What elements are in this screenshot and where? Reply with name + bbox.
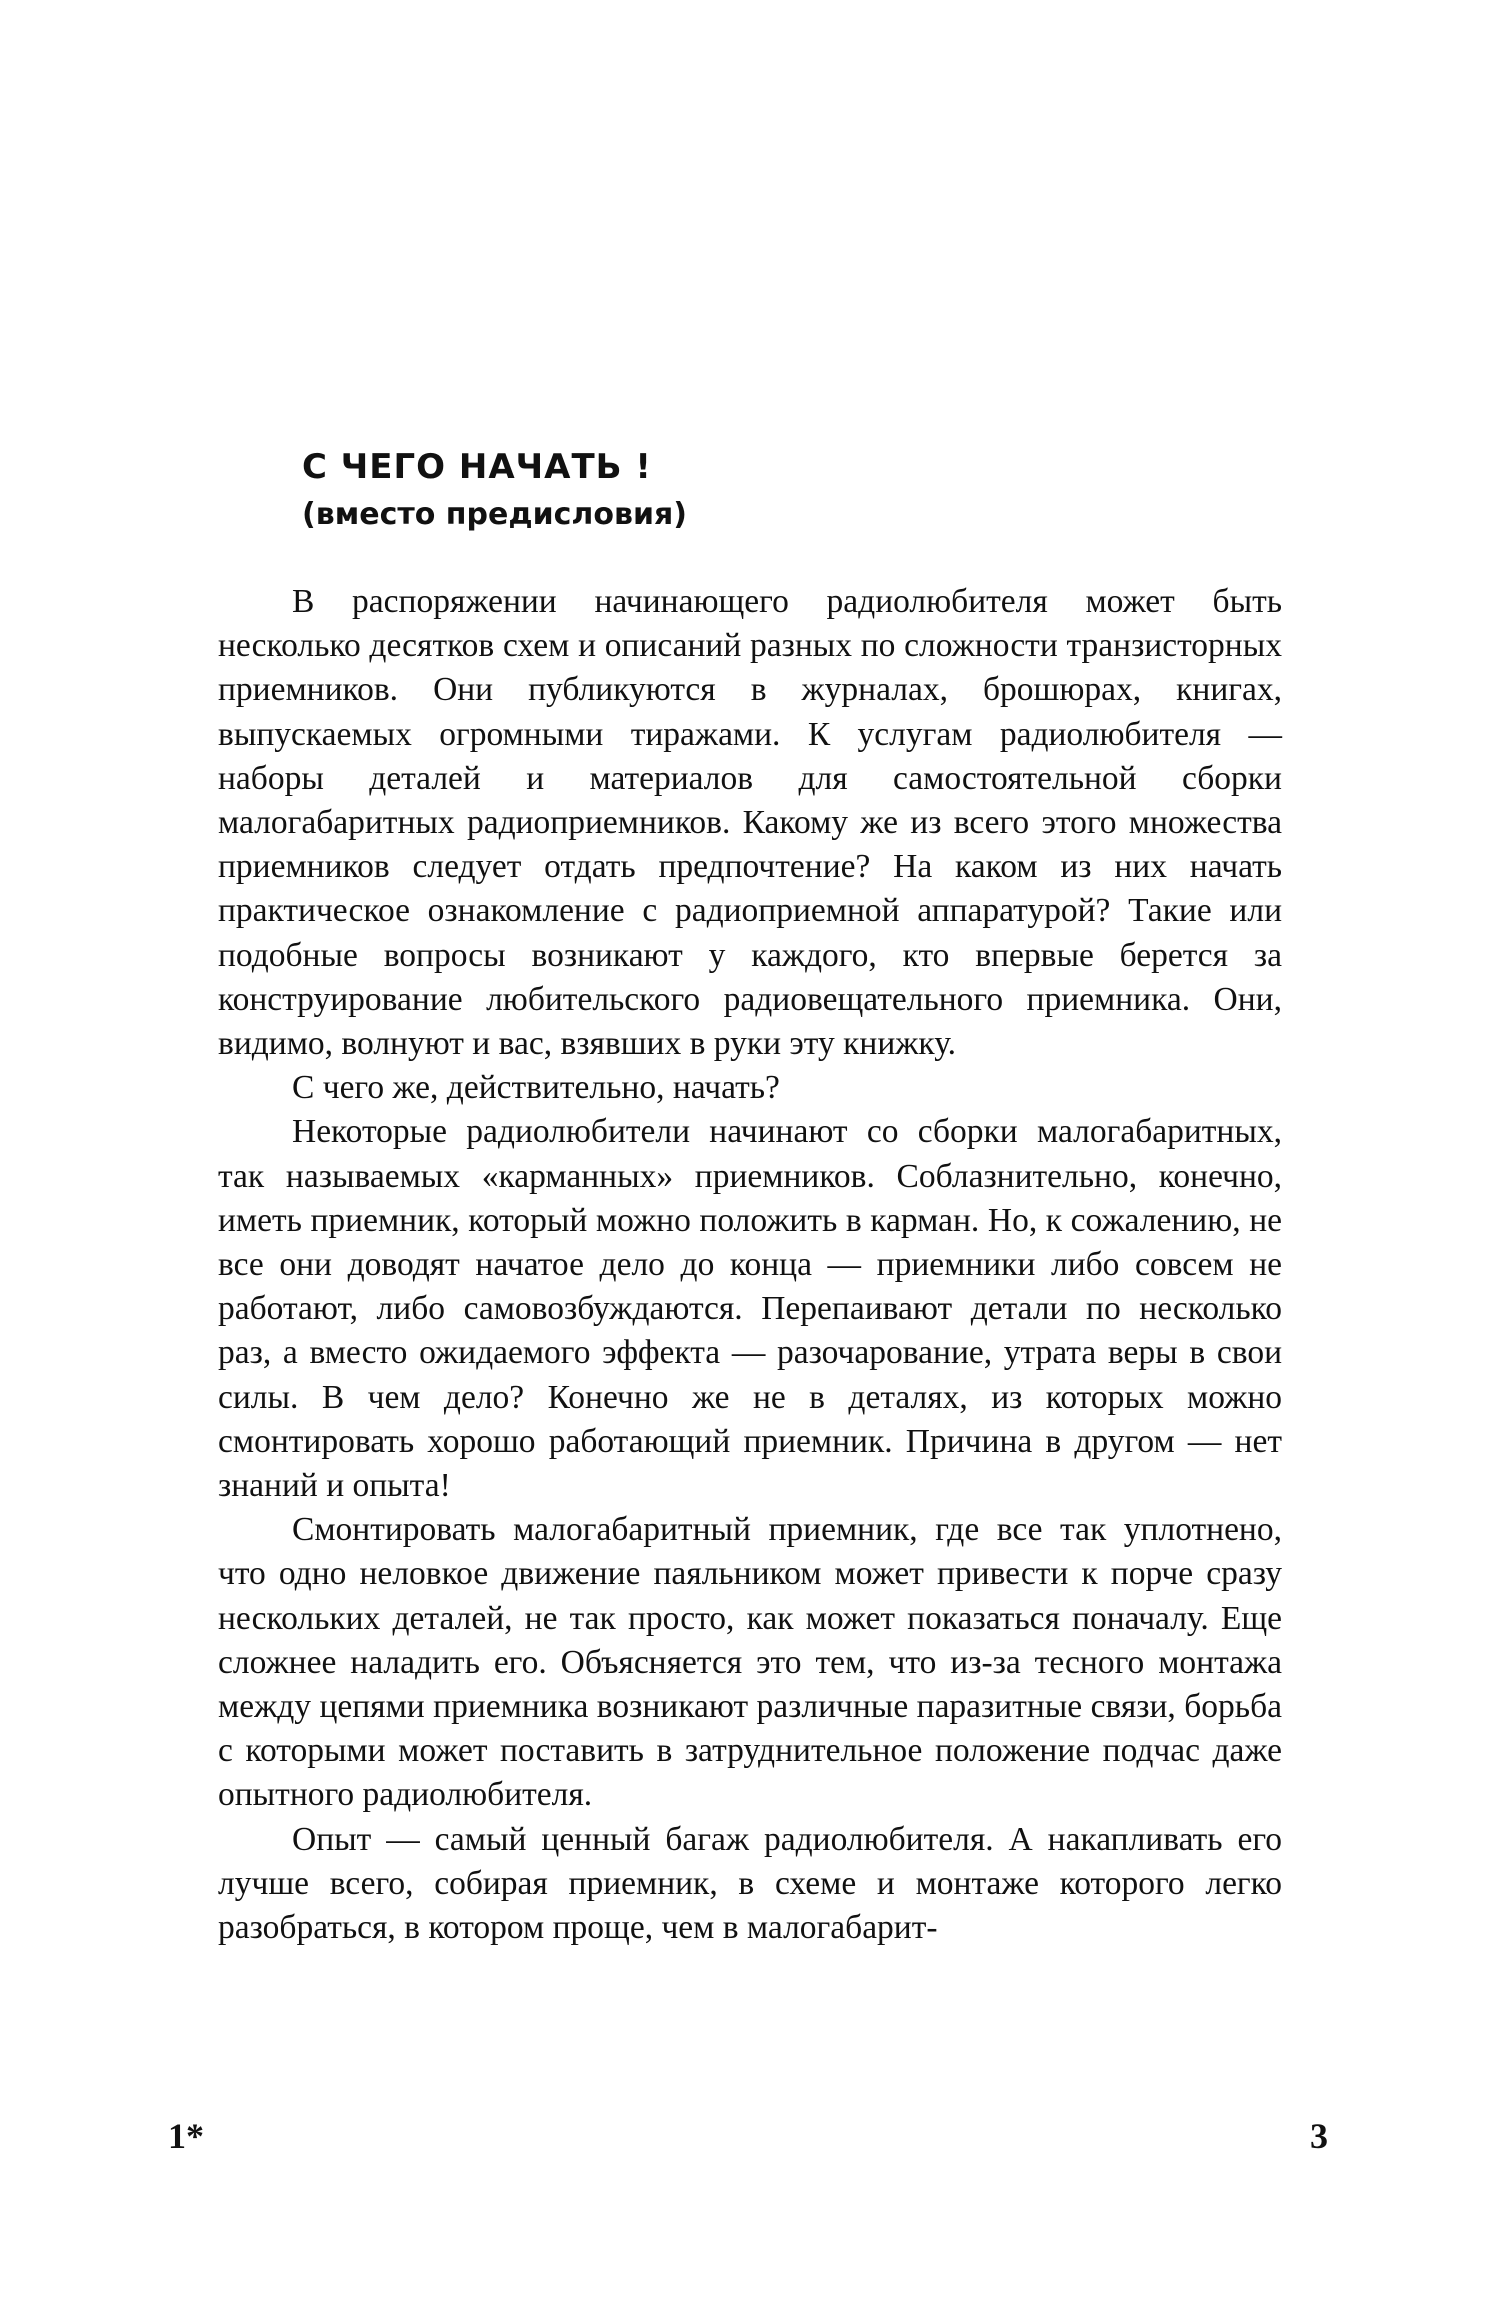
signature-mark: 1* <box>168 2116 204 2156</box>
paragraph: С чего же, действительно, начать? <box>292 1069 780 1107</box>
chapter-heading <box>302 447 687 532</box>
paragraph: Смонтировать малогабаритный приемник, где все так уплотнено, что одно неловкое движение паяльником может привести к порче сразу нескольких деталей, не так просто, как может показаться поначалу. Еще сложнее наладить его. Объясняется это тем, что из-за тесного монтажа между цепями приемника возникают различные паразитные связи, борьба с которыми может поставить в затруднительное положение подчас даже опытного радиолюбителя. <box>218 1511 1282 1814</box>
body-text <box>218 580 1282 1950</box>
paragraph: Некоторые радиолюбители начинают со сборки малогабаритных, так называемых «карманных» приемников. Соблазнительно, конечно, иметь приемник, который можно положить в карман. Но, к сожалению, не все они доводят начатое дело до конца — приемники либо совсем не работают, либо самовозбуждаются. Перепаивают детали по несколько раз, а вместо ожидаемого эффекта — разочарование, утрата веры в свои силы. В чем дело? Конечно же не в деталях, из которых можно смонтировать хорошо работающий приемник. Причина в другом — нет знаний и опыта! <box>218 1113 1282 1505</box>
chapter-title: С ЧЕГО НАЧАТЬ ! <box>302 447 652 487</box>
paragraph: Опыт — самый ценный багаж радиолюбителя. А накапливать его лучше всего, собирая приемник, в схеме и монтаже которого легко разобраться, в котором проще, чем в малогабарит- <box>218 1820 1282 1947</box>
chapter-subtitle: (вместо предисловия) <box>302 497 687 532</box>
page-number: 3 <box>1310 2116 1328 2156</box>
paragraph: В распоряжении начинающего радиолюбителя может быть несколько десятков схем и описаний разных по сложности транзисторных приемников. Они публикуются в журналах, брошюрах, книгах, выпускаемых огромными тиражами. К услугам радиолюбителя — наборы деталей и материалов для самостоятельной сборки малогабаритных радиоприемников. Какому же из всего этого множества приемников следует отдать предпочтение? На каком из них начать практическое ознакомление с радиоприемной аппаратурой? Такие или подобные вопросы возникают у каждого, кто впервые берется за конструирование любительского радиовещательного приемника. Они, видимо, волнуют и вас, взявших в руки эту книжку. <box>218 583 1282 1063</box>
